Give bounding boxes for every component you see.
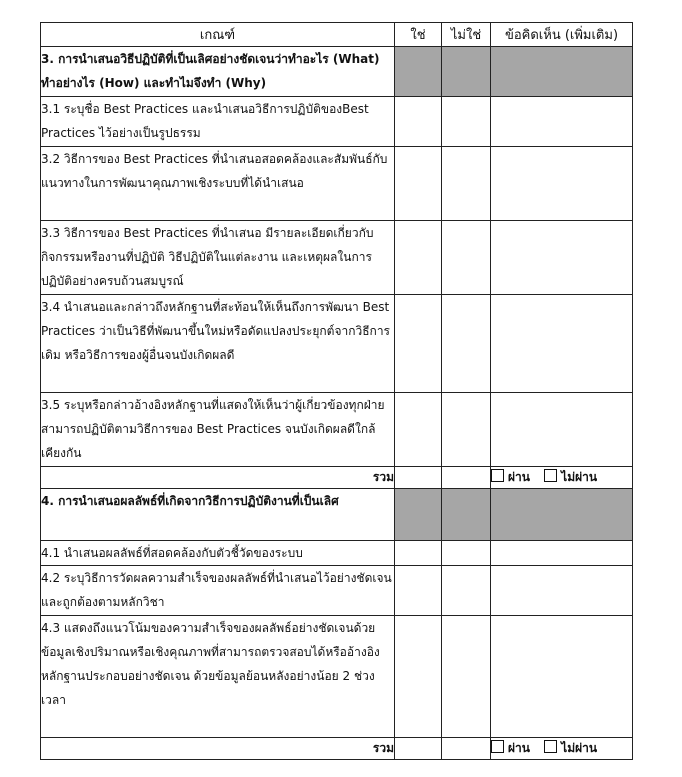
header-criteria: เกณฑ์ — [41, 23, 395, 47]
section-4-title-row — [41, 489, 633, 541]
table-row — [41, 97, 633, 147]
total-row — [41, 738, 633, 760]
table-row — [41, 221, 633, 295]
criteria-item: 3.5 ระบุหรือกล่าวอ้างอิงหลักฐานที่แสดงให้เห็นว่าผู้เกี่ยวข้องทุกฝ่ายสามารถปฏิบัติตามวิธีการของ Best Practices จนบังเกิดผลดีใกล้เคียงกัน — [41, 393, 395, 467]
yes-cell[interactable] — [395, 738, 442, 760]
criteria-item: 3.4 นำเสนอและกล่าวถึงหลักฐานที่สะท้อนให้เห็นถึงการพัฒนา Best Practices ว่าเป็นวิธีที่พัฒนาขึ้นใหม่หรือดัดแปลงประยุกต์จากวิธีการเดิม หรือวิธีการของผู้อื่นจนบังเกิดผลดี — [41, 295, 395, 393]
comment-cell[interactable] — [491, 616, 633, 738]
pass-checkbox[interactable] — [491, 740, 504, 753]
no-cell[interactable] — [442, 147, 491, 221]
total-row — [41, 467, 633, 489]
pass-option[interactable] — [491, 470, 530, 484]
comment-cell — [491, 47, 633, 97]
comment-cell[interactable] — [491, 393, 633, 467]
yes-cell[interactable] — [395, 467, 442, 489]
yes-cell[interactable] — [395, 221, 442, 295]
no-cell[interactable] — [442, 566, 491, 616]
no-cell[interactable] — [442, 393, 491, 467]
criteria-item: 4.1 นำเสนอผลลัพธ์ที่สอดคล้องกับตัวชี้วัดของระบบ — [41, 541, 395, 566]
comment-cell[interactable] — [491, 221, 633, 295]
yes-cell[interactable] — [395, 616, 442, 738]
section-title: 4. การนำเสนอผลลัพธ์ที่เกิดจากวิธีการปฏิบัติงานที่เป็นเลิศ — [41, 489, 395, 541]
yes-cell[interactable] — [395, 566, 442, 616]
criteria-item: 4.2 ระบุวิธีการวัดผลความสำเร็จของผลลัพธ์ที่นำเสนอไว้อย่างชัดเจน และถูกต้องตามหลักวิชา — [41, 566, 395, 616]
table-row — [41, 147, 633, 221]
header-row — [41, 23, 633, 47]
yes-cell — [395, 47, 442, 97]
no-cell[interactable] — [442, 97, 491, 147]
yes-cell[interactable] — [395, 97, 442, 147]
table-row — [41, 566, 633, 616]
section-title: 3. การนำเสนอวิธีปฏิบัติที่เป็นเลิศอย่างชัดเจนว่าทำอะไร (What) ทำอย่างไร (How) และทำไมจึงทำ (Why) — [41, 47, 395, 97]
no-cell — [442, 489, 491, 541]
table-row — [41, 616, 633, 738]
criteria-item: 4.3 แสดงถึงแนวโน้มของความสำเร็จของผลลัพธ์อย่างชัดเจนด้วยข้อมูลเชิงปริมาณหรือเชิงคุณภาพที่สามารถตรวจสอบได้หรืออ้างอิงหลักฐานประกอบอย่างชัดเจน ด้วยข้อมูลย้อนหลังอย่างน้อย 2 ช่วงเวลา — [41, 616, 395, 738]
header-comment: ข้อคิดเห็น (เพิ่มเติม) — [491, 23, 633, 47]
criteria-item: 3.2 วิธีการของ Best Practices ที่นำเสนอสอดคล้องและสัมพันธ์กับแนวทางในการพัฒนาคุณภาพเชิงระบบที่ได้นำเสนอ — [41, 147, 395, 221]
header-no: ไม่ใช่ — [442, 23, 491, 47]
table-row — [41, 295, 633, 393]
comment-cell[interactable] — [491, 295, 633, 393]
total-label: รวม — [41, 738, 395, 760]
comment-cell — [491, 489, 633, 541]
yes-cell[interactable] — [395, 295, 442, 393]
header-yes: ใช่ — [395, 23, 442, 47]
evaluation-table — [40, 22, 633, 760]
fail-label: ไม่ผ่าน — [561, 470, 598, 484]
yes-cell[interactable] — [395, 393, 442, 467]
pass-checkbox[interactable] — [491, 469, 504, 482]
no-cell[interactable] — [442, 616, 491, 738]
pass-label: ผ่าน — [508, 470, 530, 484]
comment-cell[interactable] — [491, 566, 633, 616]
fail-checkbox[interactable] — [544, 469, 557, 482]
no-cell[interactable] — [442, 221, 491, 295]
comment-cell[interactable] — [491, 147, 633, 221]
no-cell[interactable] — [442, 738, 491, 760]
comment-cell[interactable] — [491, 541, 633, 566]
comment-cell[interactable] — [491, 97, 633, 147]
pass-label: ผ่าน — [508, 741, 530, 755]
no-cell[interactable] — [442, 541, 491, 566]
yes-cell[interactable] — [395, 147, 442, 221]
pass-fail-options — [491, 467, 633, 489]
pass-option[interactable] — [491, 741, 530, 755]
no-cell — [442, 47, 491, 97]
pass-fail-options — [491, 738, 633, 760]
no-cell[interactable] — [442, 295, 491, 393]
criteria-item: 3.1 ระบุชื่อ Best Practices และนำเสนอวิธีการปฏิบัติของBest Practices ไว้อย่างเป็นรูปธรรม — [41, 97, 395, 147]
no-cell[interactable] — [442, 467, 491, 489]
fail-checkbox[interactable] — [544, 740, 557, 753]
fail-label: ไม่ผ่าน — [561, 741, 598, 755]
fail-option[interactable] — [544, 470, 597, 484]
table-row — [41, 541, 633, 566]
table-row — [41, 393, 633, 467]
section-3-title-row — [41, 47, 633, 97]
criteria-item: 3.3 วิธีการของ Best Practices ที่นำเสนอ มีรายละเอียดเกี่ยวกับกิจกรรมหรืองานที่ปฏิบัติ วิธีปฏิบัติในแต่ละงาน และเหตุผลในการปฏิบัติอย่างครบถ้วนสมบูรณ์ — [41, 221, 395, 295]
yes-cell[interactable] — [395, 541, 442, 566]
yes-cell — [395, 489, 442, 541]
fail-option[interactable] — [544, 741, 597, 755]
total-label: รวม — [41, 467, 395, 489]
